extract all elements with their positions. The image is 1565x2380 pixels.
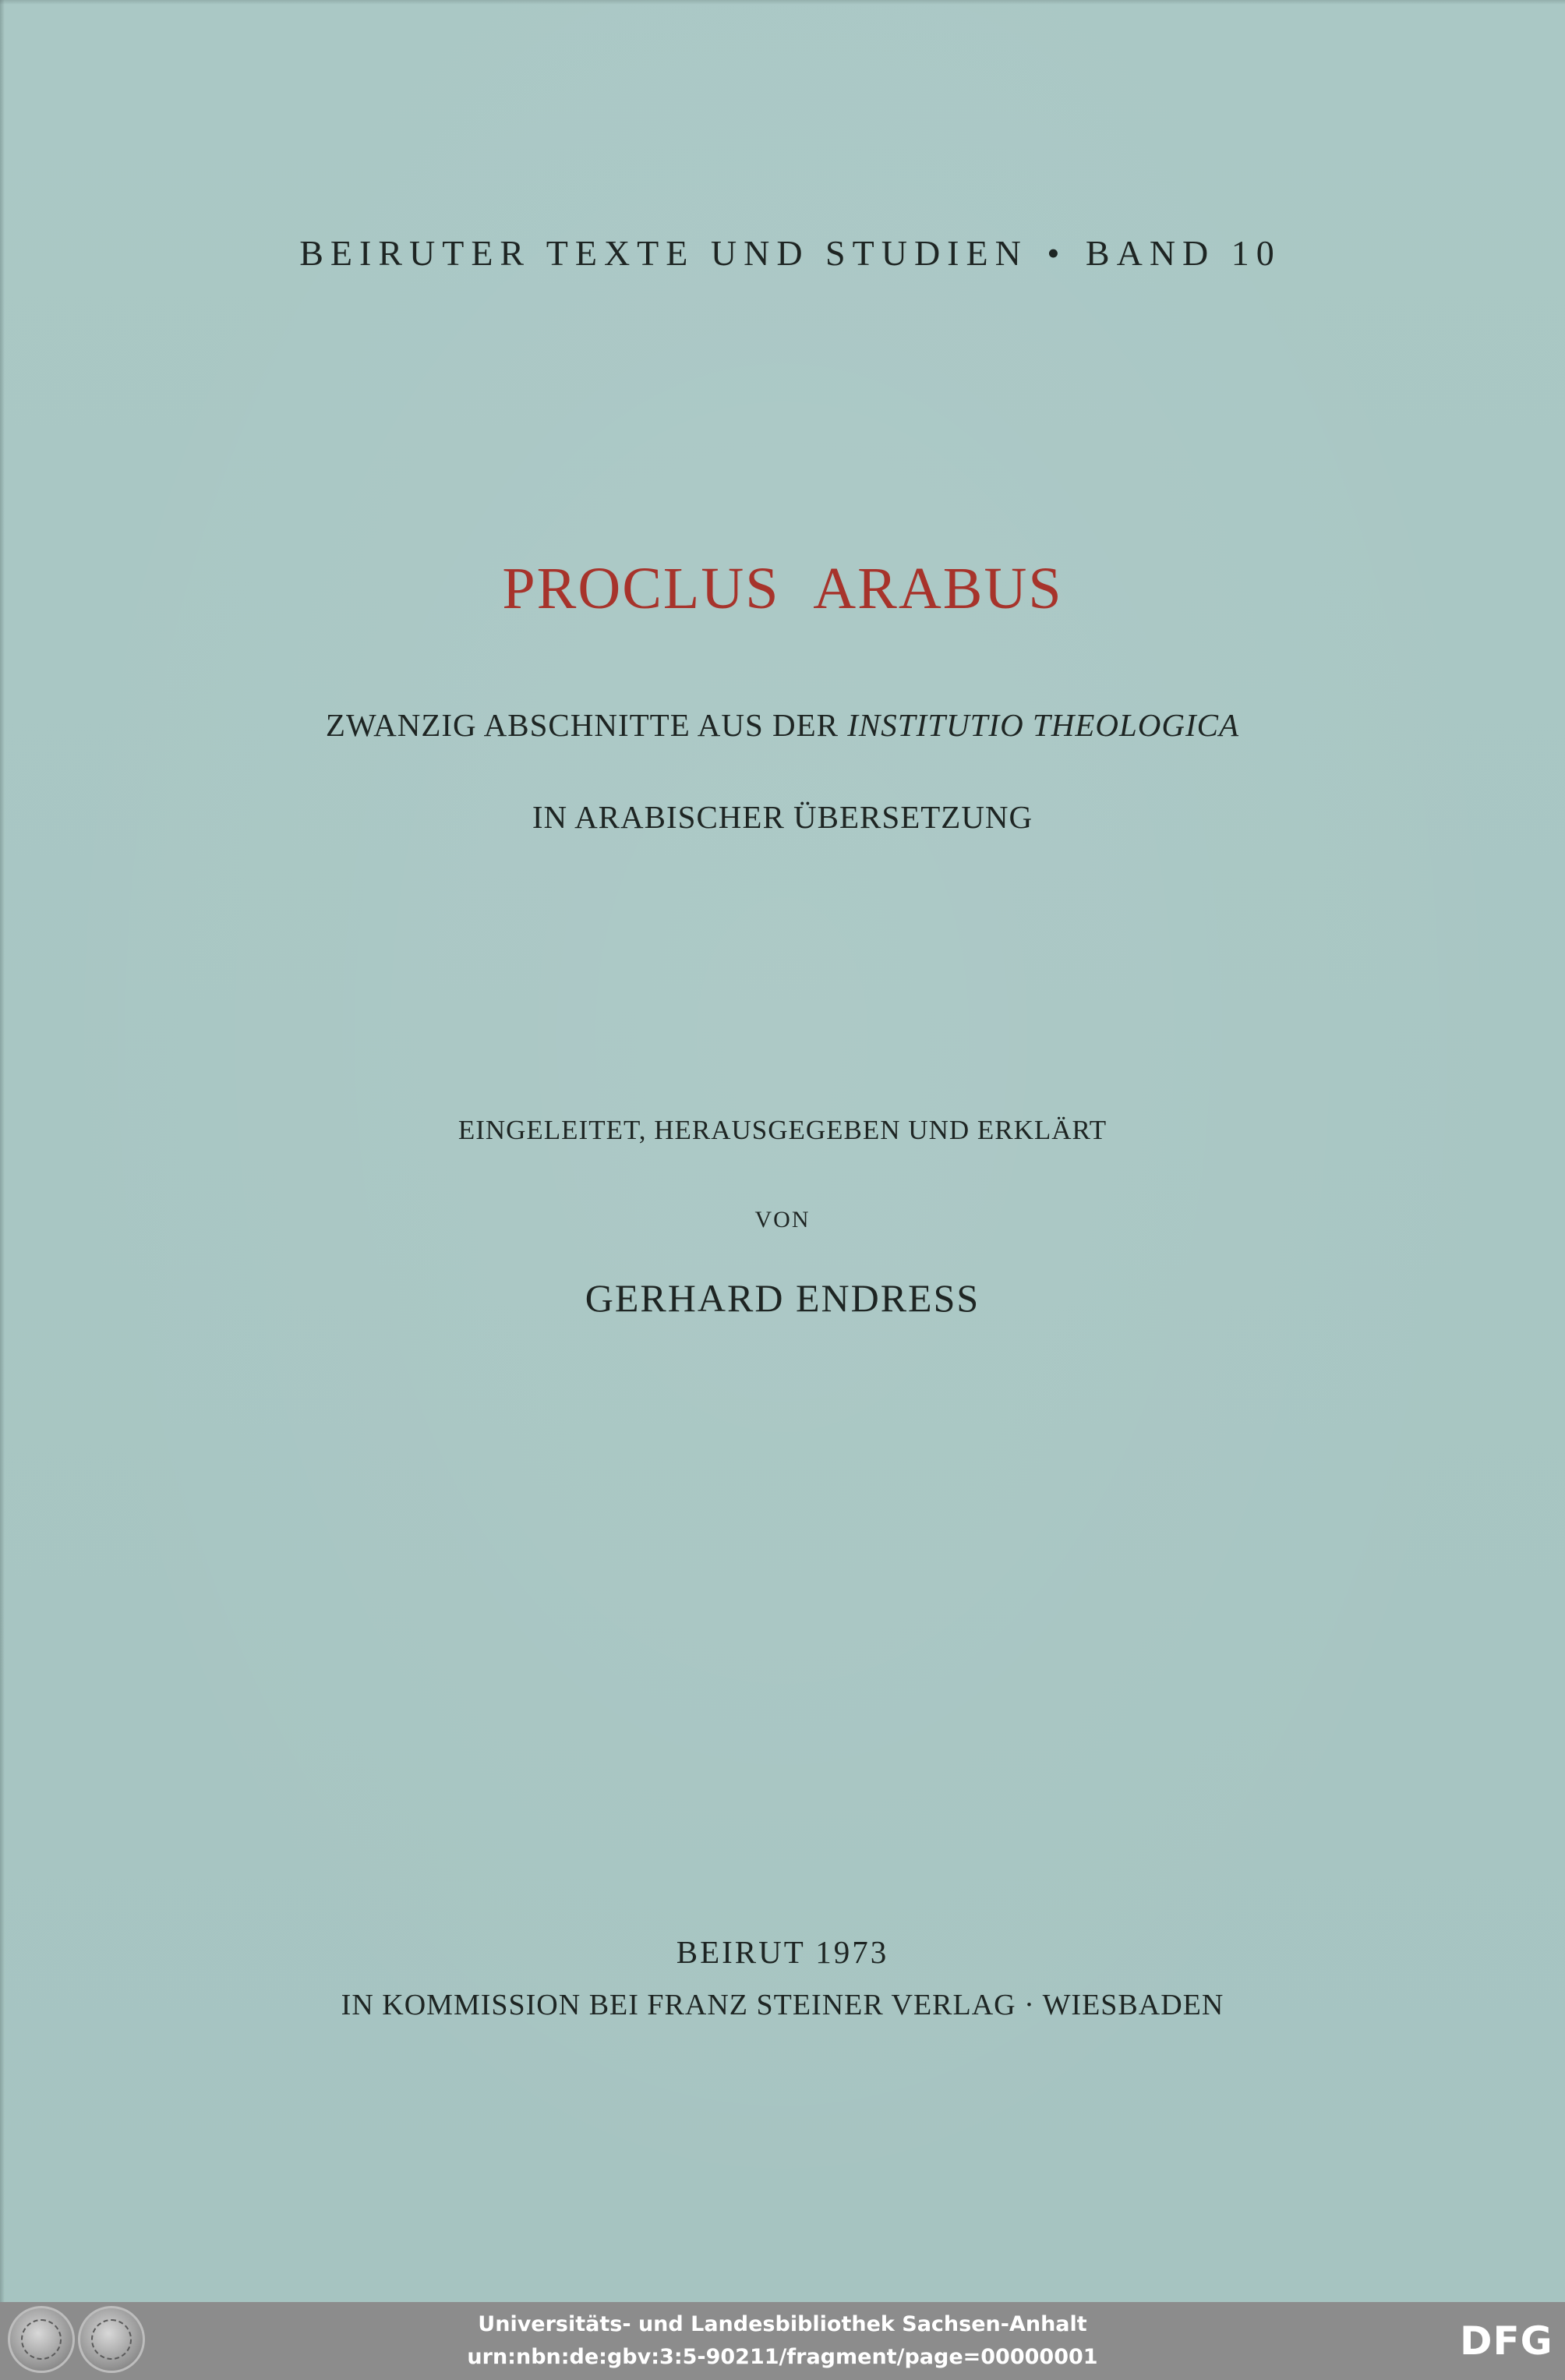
editor-credit: EINGELEITET, HERAUSGEGEBEN UND ERKLÄRT xyxy=(457,1115,1108,1145)
series-separator: • xyxy=(1047,233,1067,273)
dfg-logo: DFG xyxy=(1460,2318,1553,2364)
footer-library-name: Universitäts- und Landesbibliothek Sachsen-Anhalt xyxy=(478,2312,1087,2336)
subtitle-line-2: IN ARABISCHER ÜBERSETZUNG xyxy=(532,799,1033,835)
page-edge-top xyxy=(0,0,1565,5)
series-name: BEIRUTER TEXTE UND STUDIEN xyxy=(299,233,1028,273)
series-band: BAND 10 xyxy=(1085,233,1281,273)
von-label: VON xyxy=(754,1207,811,1232)
place-year: BEIRUT 1973 xyxy=(676,1934,889,1970)
subtitle-prefix: ZWANZIG ABSCHNITTE AUS DER xyxy=(325,707,848,743)
series-line xyxy=(0,232,1565,274)
subtitle-line-1 xyxy=(0,706,1565,744)
author-name: GERHARD ENDRESS xyxy=(585,1276,980,1320)
footer-urn: urn:nbn:de:gbv:3:5-90211/fragment/page=00000001 xyxy=(467,2345,1098,2369)
publisher-line: IN KOMMISSION BEI FRANZ STEINER VERLAG · WIESBADEN xyxy=(341,1989,1224,2021)
book-title: PROCLUS ARABUS xyxy=(502,556,1063,621)
subtitle-work-title: INSTITUTIO THEOLOGICA xyxy=(847,707,1240,743)
